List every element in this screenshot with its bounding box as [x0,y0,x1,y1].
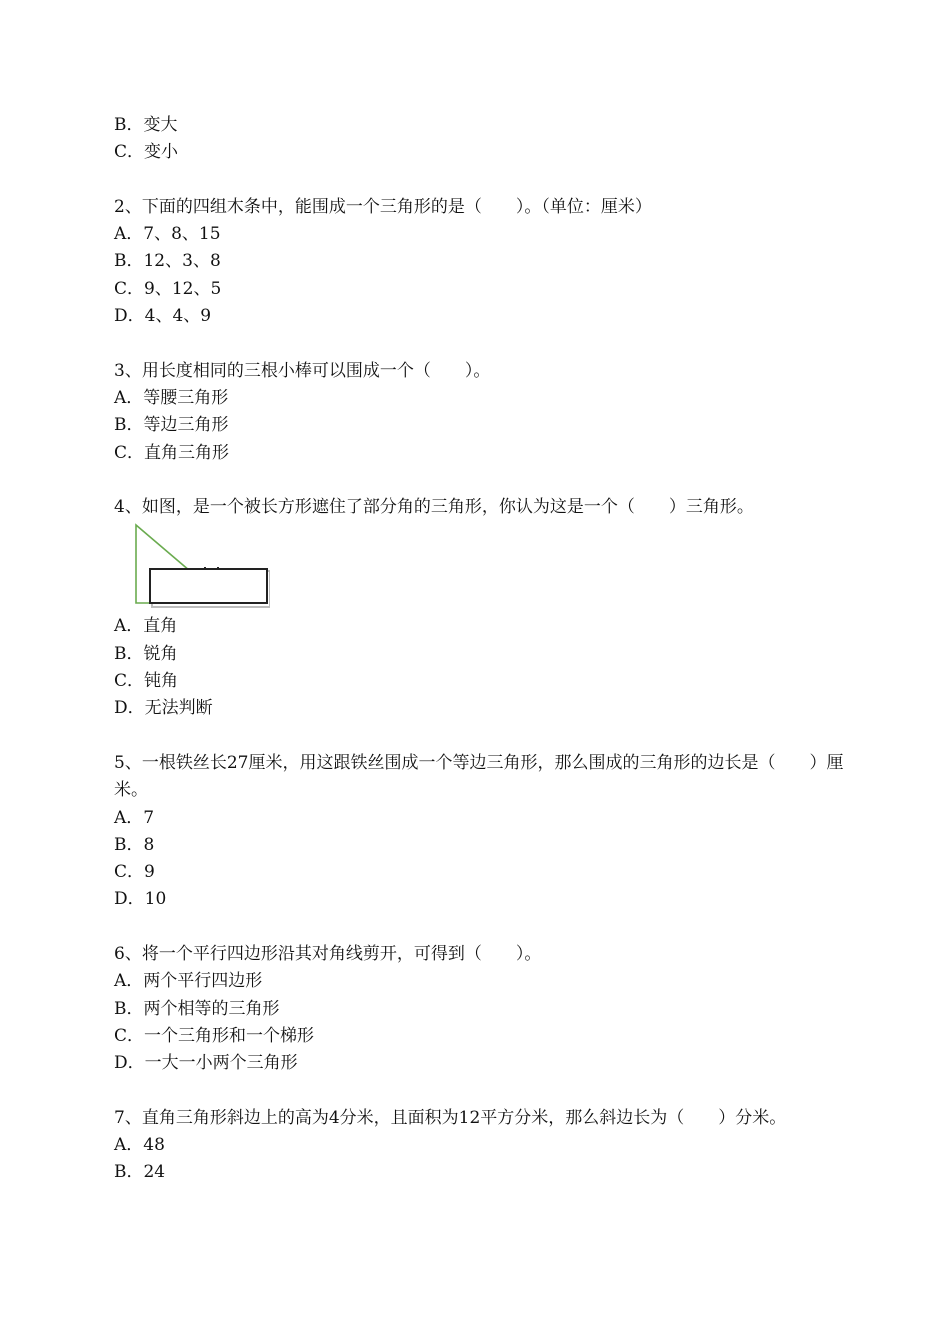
question-stem: 7、直角三角形斜边上的高为4分米，且面积为12平方分米，那么斜边长为（ ）分米。 [114,1107,787,1128]
question-5 [114,750,854,914]
option-d: D．10 [114,889,167,910]
option-b: B．两个相等的三角形 [114,998,280,1019]
option-b: B．等边三角形 [114,415,229,436]
previous-question-options [114,112,854,167]
option-a: A．等腰三角形 [114,387,229,408]
covering-rectangle [150,569,267,603]
triangle-figure [114,521,274,613]
document-page [114,112,854,1187]
question-stem: 4、如图，是一个被长方形遮住了部分角的三角形，你认为这是一个（ ）三角形。 [114,497,754,518]
option-c: C．钝角 [114,671,179,692]
option-a: A．两个平行四边形 [114,971,263,992]
option-b: B．变大 [114,115,178,135]
covered-triangle-diagram [130,521,270,613]
option-c: C．9、12、5 [114,278,222,299]
question-stem: 3、用长度相同的三根小棒可以围成一个（ ）。 [114,360,491,381]
option-d: D．4、4、9 [114,306,212,327]
option-a: A．7、8、15 [114,224,221,245]
option-d: D．无法判断 [114,698,213,719]
question-stem: 2、下面的四组木条中，能围成一个三角形的是（ ）。（单位：厘米） [114,196,652,217]
option-a: A．直角 [114,616,178,637]
option-c: C．9 [114,862,155,883]
option-a: A．48 [114,1135,165,1156]
question-stem: 5、一根铁丝长27厘米，用这跟铁丝围成一个等边三角形，那么围成的三角形的边长是（ ）厘米。 [114,752,844,801]
option-c: C．直角三角形 [114,442,230,463]
option-d: D．一大一小两个三角形 [114,1053,298,1074]
option-b: B．锐角 [114,643,178,664]
option-c: C．一个三角形和一个梯形 [114,1025,315,1046]
option-b: B．8 [114,834,155,855]
question-7 [114,1105,854,1187]
question-stem: 6、将一个平行四边形沿其对角线剪开，可得到（ ）。 [114,944,542,965]
option-a: A．7 [114,807,155,828]
question-3 [114,358,854,467]
option-b: B．24 [114,1162,166,1183]
question-2 [114,194,854,330]
question-4 [114,494,854,722]
option-c: C．变小 [114,142,179,163]
question-6 [114,941,854,1077]
option-b: B．12、3、8 [114,251,221,272]
